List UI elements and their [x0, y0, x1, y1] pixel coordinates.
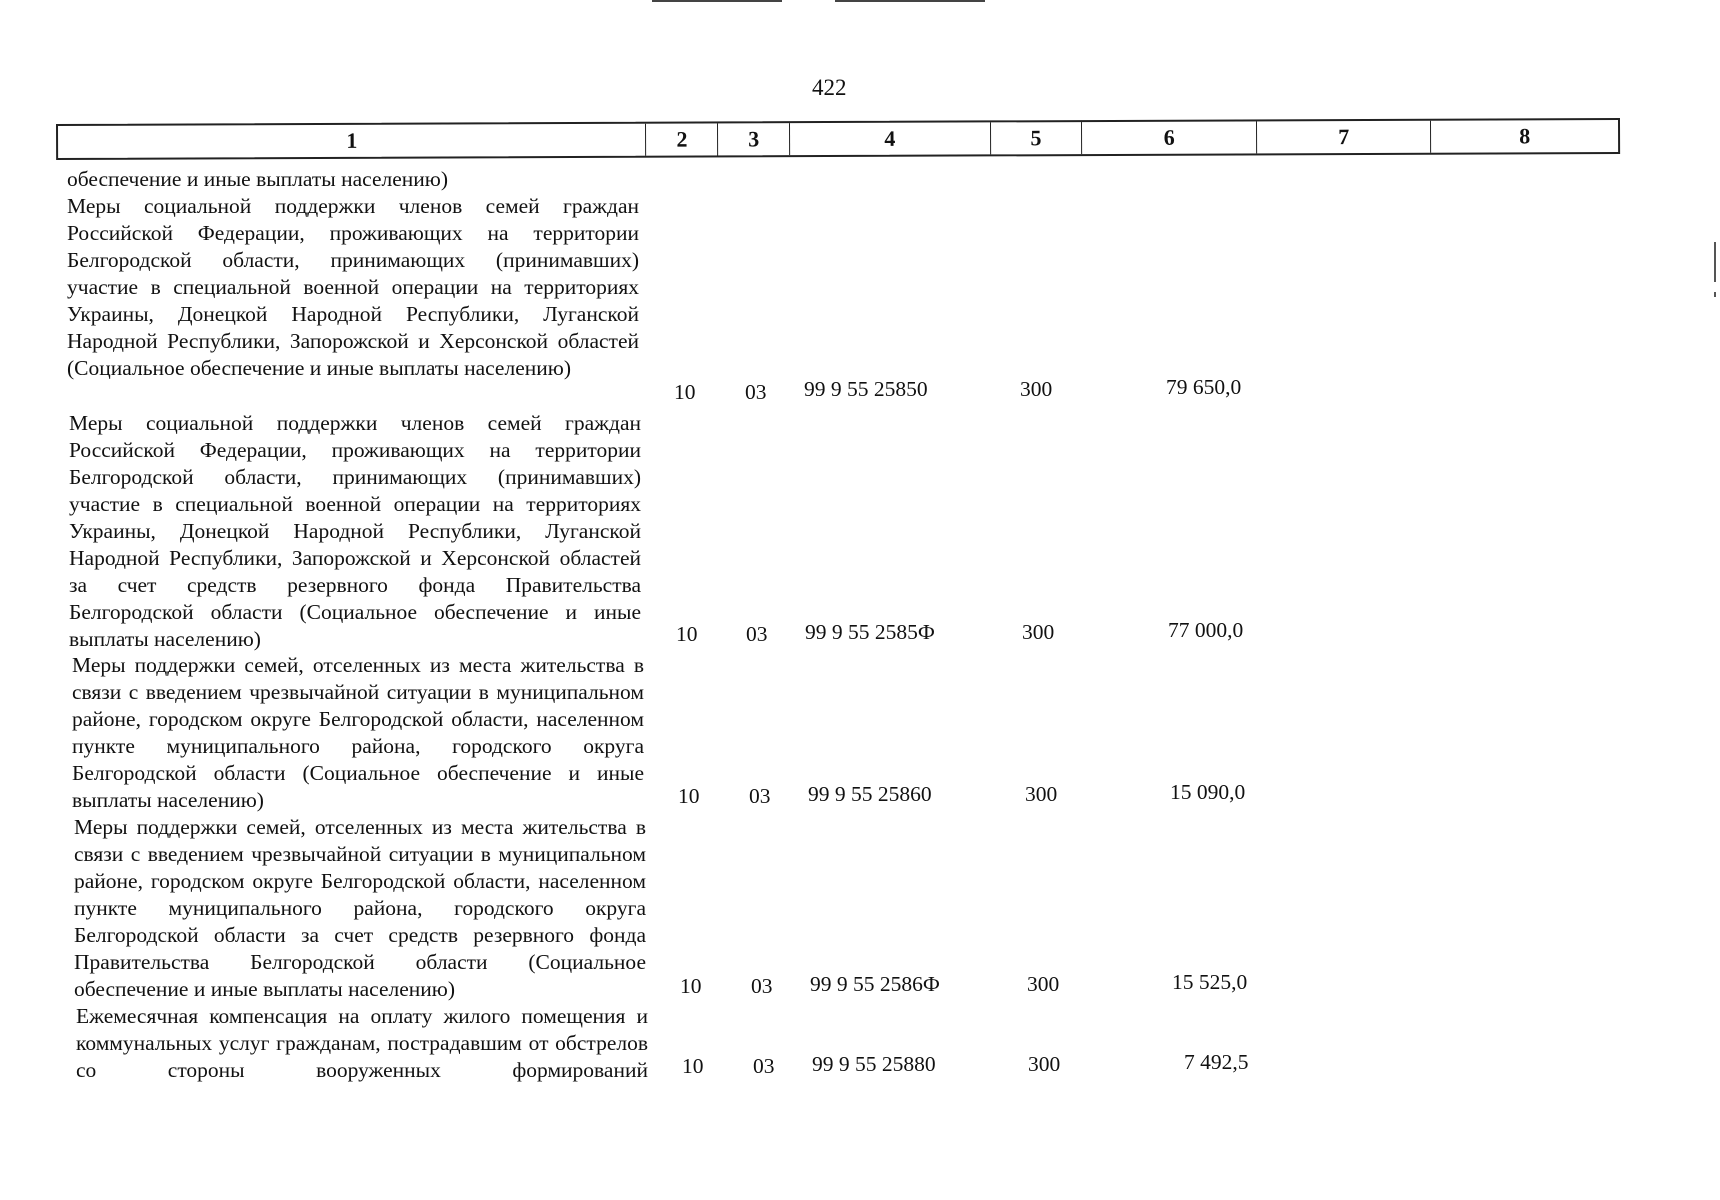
row-section: 10 — [678, 784, 700, 808]
row-section: 10 — [682, 1054, 704, 1078]
row-section: 10 — [674, 380, 696, 404]
row-target-article: 99 9 55 25880 — [812, 1052, 936, 1076]
row-expense-type: 300 — [1025, 782, 1058, 806]
page-number: 422 — [812, 75, 847, 100]
row-amount: 77 000,0 — [1168, 618, 1244, 642]
row-description: Ежемесячная компенсация на оплату жилого помещения и коммунальных услуг гражданам, пострадавшим от обстрелов со стороны вооруженных формирований — [76, 1004, 648, 1082]
row-target-article: 99 9 55 25850 — [804, 377, 928, 401]
header-col-2: 2 — [645, 123, 717, 155]
header-col-6: 6 — [1081, 121, 1256, 154]
row-amount: 79 650,0 — [1166, 375, 1242, 399]
row-expense-type: 300 — [1022, 620, 1055, 644]
header-col-4: 4 — [789, 122, 990, 155]
row-target-article: 99 9 55 25860 — [808, 782, 932, 806]
row-subsection: 03 — [753, 1054, 775, 1078]
row-amount: 7 492,5 — [1184, 1050, 1249, 1074]
row-target-article: 99 9 55 2586Ф — [810, 972, 940, 996]
row-description: Меры поддержки семей, отселенных из места жительства в связи с введением чрезвычайной ситуации в муниципальном районе, городском округе Белгородской области, населенном пункте муниципального района, городского округа Белгородской области за счет средств резервного фонда Правительства Белгородской области (Социальное обеспечение и иные выплаты населению) — [74, 815, 646, 1001]
row-amount: 15 090,0 — [1170, 780, 1246, 804]
row-expense-type: 300 — [1027, 972, 1060, 996]
header-col-5: 5 — [990, 122, 1082, 154]
row-section: 10 — [676, 622, 698, 646]
continuation-text: обеспечение и иные выплаты населению) — [67, 167, 449, 191]
row-amount: 15 525,0 — [1172, 970, 1248, 994]
row-description: Меры социальной поддержки членов семей граждан Российской Федерации, проживающих на территории Белгородской области, принимающих (принимавших) участие в специальной военной операции на территориях Украины, Донецкой Народной Республики, Луганской Народной Республики, Запорожской и Херсонской областей за счет средств резервного фонда Правительства Белгородской области (Социальное обеспечение и иные выплаты населению) — [69, 411, 641, 651]
row-target-article: 99 9 55 2585Ф — [805, 620, 935, 644]
header-col-3: 3 — [717, 123, 789, 155]
row-subsection: 03 — [751, 974, 773, 998]
header-col-7: 7 — [1256, 121, 1431, 154]
row-description: Меры социальной поддержки членов семей граждан Российской Федерации, проживающих на территории Белгородской области, принимающих (принимавших) участие в специальной военной операции на территориях Украины, Донецкой Народной Республики, Луганской Народной Республики, Запорожской и Херсонской областей (Социальное обеспечение и иные выплаты населению) — [67, 194, 639, 380]
row-expense-type: 300 — [1028, 1052, 1061, 1076]
row-subsection: 03 — [746, 622, 768, 646]
header-col-8: 8 — [1430, 120, 1618, 153]
row-description: Меры поддержки семей, отселенных из места жительства в связи с введением чрезвычайной ситуации в муниципальном районе, городском округе Белгородской области, населенном пункте муниципального района, городского округа Белгородской области (Социальное обеспечение и иные выплаты населению) — [72, 653, 644, 812]
row-section: 10 — [680, 974, 702, 998]
header-col-1: 1 — [346, 127, 358, 153]
row-subsection: 03 — [749, 784, 771, 808]
row-subsection: 03 — [745, 380, 767, 404]
row-expense-type: 300 — [1020, 377, 1053, 401]
